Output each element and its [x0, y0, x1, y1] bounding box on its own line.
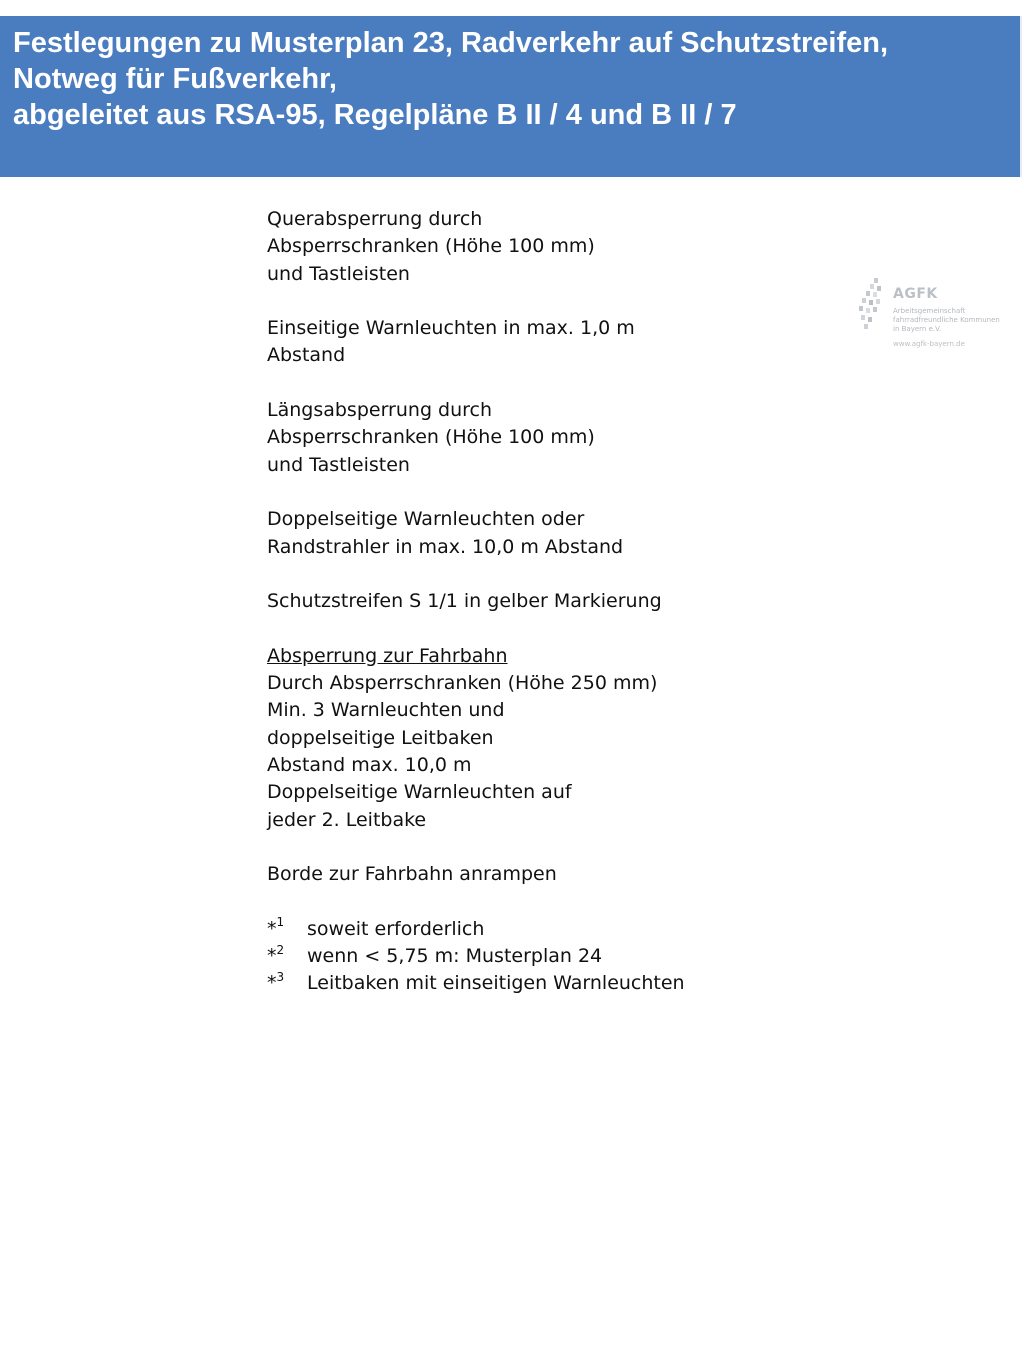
einseitige-warnleuchten-block: [267, 315, 787, 370]
doppelseitige-warnleuchten-block: [267, 506, 787, 561]
legend-text: [267, 206, 787, 998]
borde-block: [267, 861, 787, 888]
text-line: Absperrschranken (Höhe 100 mm): [267, 426, 595, 449]
text-line: Abstand: [267, 344, 346, 367]
footnote-item: [267, 916, 787, 943]
text-line: doppelseitige Leitbaken: [267, 726, 494, 749]
footnote-marker: *$^1$: [267, 915, 285, 940]
footnote-text: soweit erforderlich: [307, 917, 485, 940]
footnote-item: [267, 943, 787, 970]
laengsabsperrung-block: [267, 397, 787, 479]
text-line: Durch Absperrschranken (Höhe 250 mm): [267, 672, 658, 695]
logo-name: AGFK: [893, 286, 938, 302]
section-heading: Absperrung zur Fahrbahn: [267, 644, 508, 667]
absperrung-fahrbahn-block: [267, 643, 787, 834]
text-line: Borde zur Fahrbahn anrampen: [267, 863, 557, 886]
footnote-text: wenn < 5,75 m: Musterplan 24: [307, 945, 603, 968]
text-line: Querabsperrung durch: [267, 208, 483, 230]
footnote-text: Leitbaken mit einseitigen Warnleuchten: [307, 972, 685, 995]
schutzstreifen-block: [267, 588, 787, 615]
text-line: Absperrschranken (Höhe 100 mm): [267, 235, 595, 258]
text-line: Längsabsperrung durch: [267, 399, 493, 422]
text-line: Doppelseitige Warnleuchten auf: [267, 781, 572, 804]
bicycle-logo-icon: [857, 278, 891, 332]
text-line: Randstrahler in max. 10,0 m Abstand: [267, 535, 624, 558]
text-line: Min. 3 Warnleuchten und: [267, 699, 505, 722]
page-title: [13, 25, 1003, 133]
title-line-3: abgeleitet aus RSA-95, Regelpläne B II / 4 und B II / 7: [13, 99, 737, 131]
footnote-marker: *$^2$: [267, 942, 285, 968]
text-line: Doppelseitige Warnleuchten oder: [267, 508, 585, 531]
agfk-logo: [857, 278, 1007, 356]
querabsperrung-block: [267, 206, 787, 288]
text-line: jeder 2. Leitbake: [267, 808, 427, 831]
logo-url: www.agfk-bayern.de: [893, 340, 965, 348]
text-line: Schutzstreifen S 1/1 in gelber Markierung: [267, 590, 662, 613]
text-line: Abstand max. 10,0 m: [267, 753, 472, 776]
text-line: Einseitige Warnleuchten in max. 1,0 m: [267, 317, 635, 340]
logo-line: Arbeitsgemeinschaft: [893, 307, 966, 315]
text-line: und Tastleisten: [267, 453, 410, 476]
logo-line: fahrradfreundliche Kommunen: [893, 316, 1000, 324]
footnotes: [267, 916, 787, 998]
title-line-2: Notweg für Fußverkehr,: [13, 63, 337, 95]
logo-line: in Bayern e.V.: [893, 325, 942, 333]
footnote-item: [267, 970, 787, 997]
title-line-1: Festlegungen zu Musterplan 23, Radverkehr auf Schutzstreifen,: [13, 27, 889, 59]
footnote-marker: *$^3$: [267, 969, 285, 995]
text-line: und Tastleisten: [267, 262, 410, 285]
